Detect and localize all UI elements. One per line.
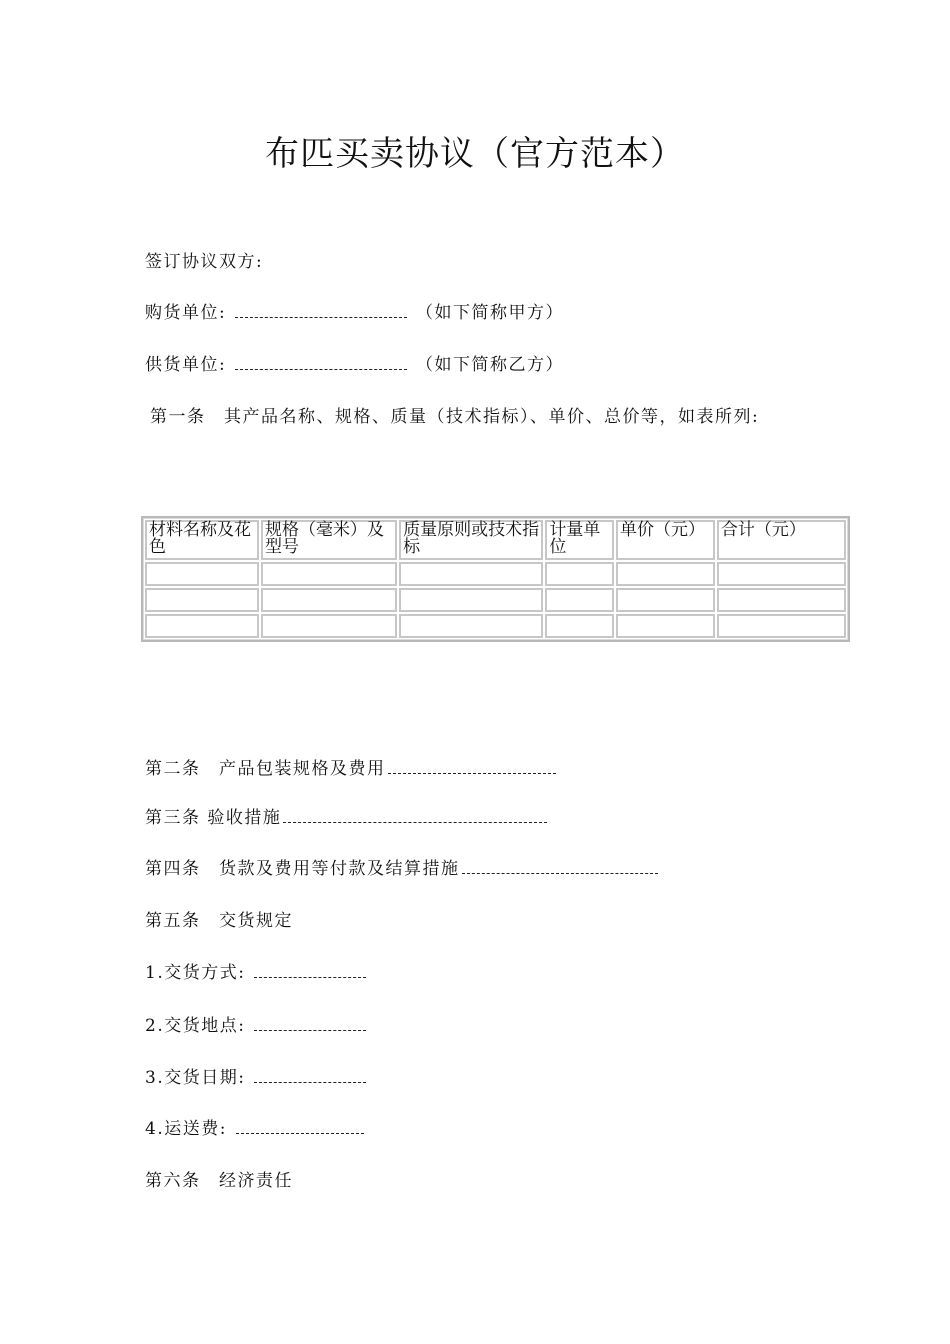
table-row: [145, 562, 846, 586]
buyer-line: [145, 301, 564, 325]
buyer-blank[interactable]: [235, 303, 407, 318]
article-2-blank[interactable]: [388, 759, 556, 774]
delivery-date-label: 3.交货日期:: [145, 1068, 246, 1088]
article-4: 第四条 货款及费用等付款及结算措施: [145, 859, 460, 879]
table-cell[interactable]: [545, 588, 614, 612]
seller-note: （如下简称乙方）: [416, 355, 565, 375]
article-3-blank[interactable]: [283, 808, 547, 823]
table-cell[interactable]: [399, 562, 543, 586]
table-cell[interactable]: [616, 614, 715, 638]
article-4-line: [145, 857, 660, 881]
table-cell[interactable]: [145, 588, 259, 612]
table-cell[interactable]: [261, 588, 397, 612]
table-row: [145, 588, 846, 612]
delivery-method-line: [145, 961, 368, 985]
seller-label: 供货单位:: [145, 355, 227, 375]
article-2-line: [145, 757, 558, 781]
header-quality-standard: 质量原则或技术指标: [399, 520, 543, 560]
shipping-fee-line: [145, 1117, 366, 1141]
delivery-method-blank[interactable]: [254, 963, 366, 978]
header-unit-price: 单价（元）: [616, 520, 715, 560]
table-cell[interactable]: [399, 588, 543, 612]
spec-table: [141, 516, 850, 642]
table-cell[interactable]: [545, 562, 614, 586]
shipping-fee-blank[interactable]: [236, 1119, 364, 1134]
header-total: 合计（元）: [717, 520, 846, 560]
seller-blank[interactable]: [235, 355, 407, 370]
page-title: 布匹买卖协议（官方范本）: [265, 134, 685, 174]
table-cell[interactable]: [261, 614, 397, 638]
table-cell[interactable]: [261, 562, 397, 586]
header-spec-model: 规格（毫米）及型号: [261, 520, 397, 560]
delivery-place-line: [145, 1014, 368, 1038]
delivery-place-label: 2.交货地点:: [145, 1016, 246, 1036]
table-cell[interactable]: [717, 588, 846, 612]
buyer-note: （如下简称甲方）: [416, 303, 565, 323]
parties-label: 签订协议双方:: [145, 252, 264, 272]
article-5: 第五条 交货规定: [145, 911, 293, 931]
table-cell[interactable]: [399, 614, 543, 638]
table-cell[interactable]: [616, 562, 715, 586]
delivery-date-blank[interactable]: [254, 1068, 366, 1083]
delivery-place-blank[interactable]: [254, 1016, 366, 1031]
table-cell[interactable]: [717, 562, 846, 586]
article-1: 第一条 其产品名称、规格、质量（技术指标）、单价、总价等，如表所列:: [150, 407, 760, 427]
table-cell[interactable]: [145, 614, 259, 638]
delivery-date-line: [145, 1066, 368, 1090]
table-row: [145, 614, 846, 638]
header-unit: 计量单位: [545, 520, 614, 560]
article-3: 第三条 验收措施: [145, 808, 282, 828]
table-header-row: [145, 520, 846, 560]
header-material-name: 材料名称及花色: [145, 520, 259, 560]
shipping-fee-label: 4.运送费:: [145, 1119, 227, 1139]
article-3-line: [145, 806, 549, 830]
delivery-method-label: 1.交货方式:: [145, 963, 246, 983]
table-cell[interactable]: [145, 562, 259, 586]
table-cell[interactable]: [717, 614, 846, 638]
article-2: 第二条 产品包装规格及费用: [145, 759, 386, 779]
seller-line: [145, 353, 564, 377]
article-6: 第六条 经济责任: [145, 1171, 293, 1191]
buyer-label: 购货单位:: [145, 303, 227, 323]
article-4-blank[interactable]: [462, 859, 658, 874]
table-cell[interactable]: [616, 588, 715, 612]
table-cell[interactable]: [545, 614, 614, 638]
